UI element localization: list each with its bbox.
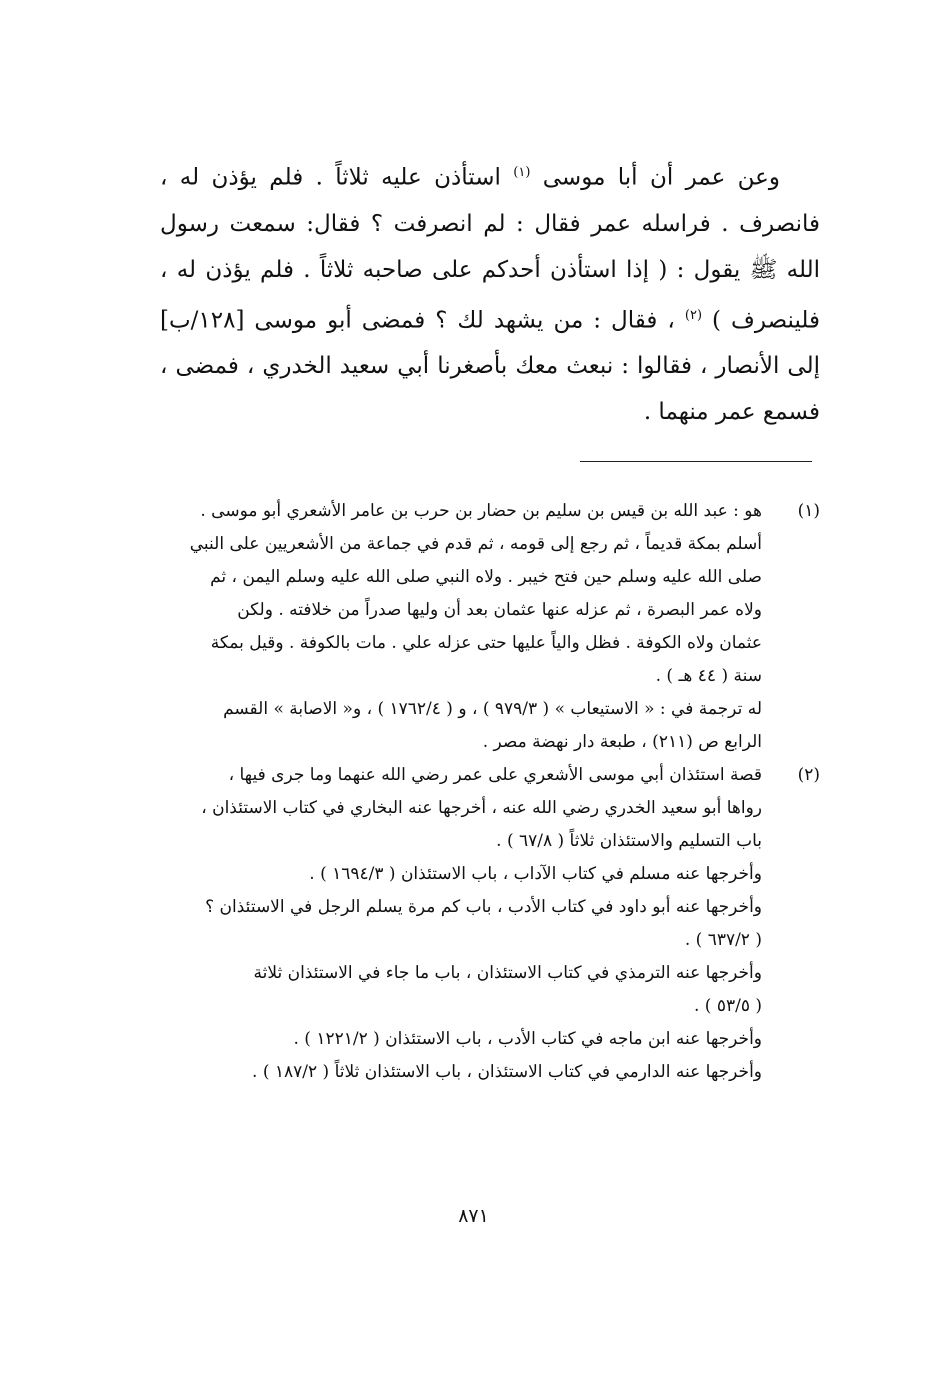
footnote-ref-2[interactable]: (٢) bbox=[684, 307, 703, 323]
main-text-part-3: ، فقال : من يشهد لك ؟ فمضى أبو موسى [١٢٨/ب] إلى الأنصار ، فقالوا : نبعث معك بأصغرنا أبي سعيد الخدري ، فمضى ، فسمع عمر منهما . bbox=[160, 307, 820, 426]
footnote-line: سنة ( ٤٤ هـ ) . bbox=[655, 666, 762, 686]
footnote-line: له ترجمة في : « الاستيعاب » ( ٩٧٩/٣ ) ، و ( ١٧٦٢/٤ ) ، و« الاصابة » القسم bbox=[223, 699, 762, 719]
footnote-line: الرابع ص (٢١١) ، طبعة دار نهضة مصر . bbox=[482, 732, 762, 752]
footnote-number: (٢) bbox=[797, 765, 820, 785]
main-text-part-1: وعن عمر أن أبا موسى bbox=[542, 164, 781, 191]
footnote-line: وأخرجها عنه الدارمي في كتاب الاستئذان ، باب الاستئذان ثلاثاً ( ١٨٧/٢ ) . bbox=[252, 1062, 762, 1082]
footnote-line: قصة استئذان أبي موسى الأشعري على عمر رضي الله عنهما وما جرى فيها ، bbox=[228, 765, 762, 785]
page-number: ٨٧١ bbox=[458, 1205, 489, 1227]
footnote-line: أسلم بمكة قديماً ، ثم رجع إلى قومه ، ثم قدم في جماعة من الأشعريين على النبي bbox=[189, 534, 762, 554]
footnote-line: هو : عبد الله بن قيس بن سليم بن حضار بن حرب بن عامر الأشعري أبو موسى . bbox=[200, 501, 762, 521]
footnotes-section bbox=[160, 495, 820, 1089]
main-paragraph bbox=[160, 150, 820, 435]
footnote-line: ( ٦٣٧/٢ ) . bbox=[684, 930, 762, 950]
footnote-line: عثمان ولاه الكوفة . فظل والياً عليها حتى عزله علي . مات بالكوفة . وقيل بمكة bbox=[210, 633, 762, 653]
footnote-line: باب التسليم والاستئذان ثلاثاً ( ٦٧/٨ ) . bbox=[496, 831, 762, 851]
footnote-line: ولاه عمر البصرة ، ثم عزله عنها عثمان بعد أن وليها صدراً من خلافته . ولكن bbox=[237, 600, 762, 620]
footnote-line: وأخرجها عنه مسلم في كتاب الآداب ، باب الاستئذان ( ١٦٩٤/٣ ) . bbox=[309, 864, 762, 884]
footnote-body bbox=[160, 759, 762, 1089]
footnote-line: وأخرجها عنه ابن ماجه في كتاب الأدب ، باب الاستئذان ( ١٢٢١/٢ ) . bbox=[293, 1029, 762, 1049]
footnote-divider bbox=[580, 461, 812, 462]
footnote-line: وأخرجها عنه الترمذي في كتاب الاستئذان ، باب ما جاء في الاستئذان ثلاثة bbox=[253, 963, 762, 983]
footnote-body bbox=[160, 495, 762, 759]
footnote-line: ( ٥٣/٥ ) . bbox=[693, 996, 762, 1016]
main-text-part-2: استأذن عليه ثلاثاً . فلم يؤذن له ، فانصرف . فراسله عمر فقال : لم انصرفت ؟ فقال: سمعت رسول الله ﷺ يقول : ( إذا استأذن أحدكم على صاحبه ثلاثاً . فلم يؤذن له ، فلينصرف ) bbox=[160, 164, 821, 334]
footnote-number: (١) bbox=[797, 501, 820, 521]
footnote-line: صلى الله عليه وسلم حين فتح خيبر . ولاه النبي صلى الله عليه وسلم اليمن ، ثم bbox=[210, 567, 762, 587]
footnote-2 bbox=[160, 759, 820, 1089]
footnote-line: وأخرجها عنه أبو داود في كتاب الأدب ، باب كم مرة يسلم الرجل في الاستئذان ؟ bbox=[205, 897, 762, 917]
footnote-line: رواها أبو سعيد الخدري رضي الله عنه ، أخرجها عنه البخاري في كتاب الاستئذان ، bbox=[201, 798, 762, 818]
footnote-ref-1[interactable]: (١) bbox=[513, 165, 531, 180]
footnote-1 bbox=[160, 495, 820, 759]
